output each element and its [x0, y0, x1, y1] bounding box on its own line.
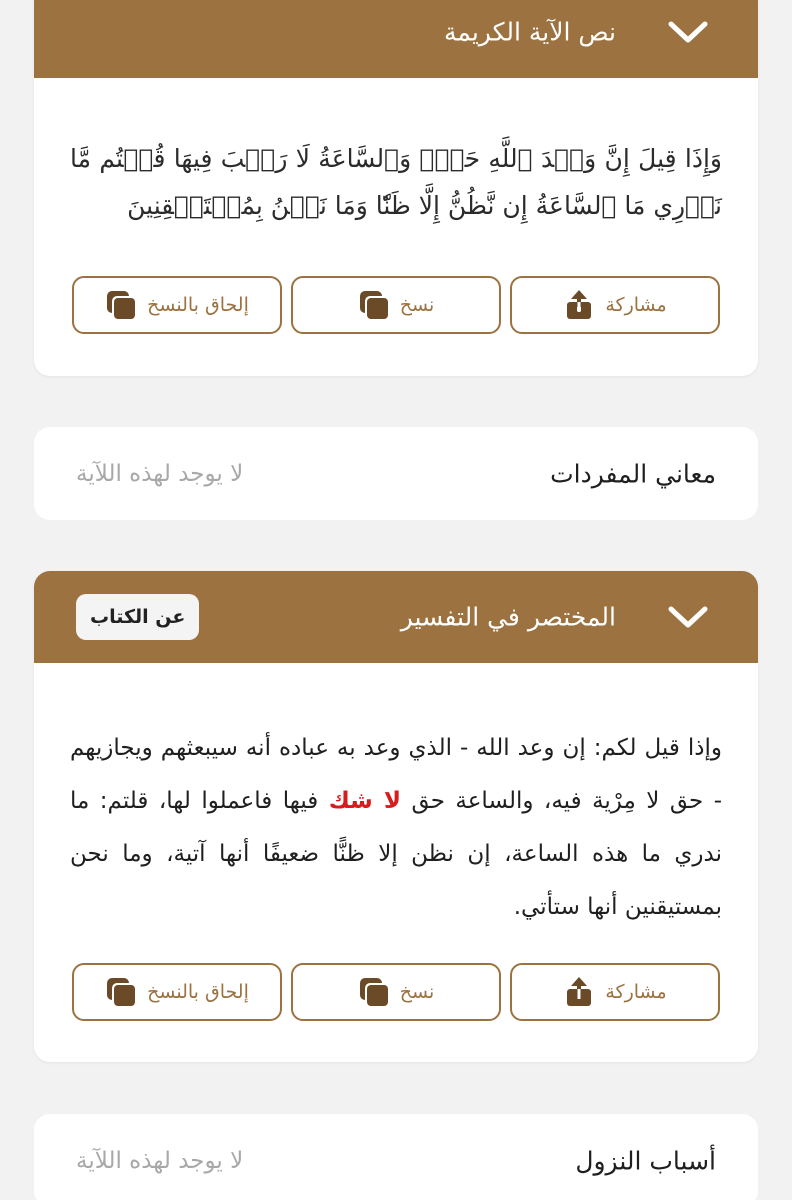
tafsir-card-header[interactable] [34, 571, 758, 663]
tafsir-actions [72, 963, 720, 1021]
tafsir-text [34, 722, 758, 934]
share-button[interactable] [510, 276, 720, 334]
share-button[interactable] [510, 963, 720, 1021]
copy-button[interactable] [291, 963, 501, 1021]
verse-card-title: نص الآية الكريمة [443, 17, 616, 47]
verse-actions [72, 276, 720, 334]
chevron-down-icon[interactable] [666, 18, 710, 46]
copy-icon [358, 289, 390, 321]
asbab-row[interactable] [34, 1114, 758, 1200]
chevron-down-icon[interactable] [666, 603, 710, 631]
tafsir-card-title: المختصر في التفسير [400, 602, 616, 632]
copy-label: نسخ [399, 294, 435, 316]
copy-button[interactable] [291, 276, 501, 334]
verse-card [34, 0, 758, 376]
append-copy-label: إلحاق بالنسخ [147, 294, 249, 316]
tafsir-card [34, 571, 758, 1062]
vocab-row-empty: لا يوجد لهذه اللآية [76, 460, 244, 487]
copy-icon [105, 976, 137, 1008]
tafsir-text-part1: وإذا قيل لكم: إن وعد الله - الذي وعد به عباده أنه سيبعثهم ويجازيهم - حق لا مِرْية فيه، والساعة حق [70, 735, 723, 814]
copy-icon [105, 289, 137, 321]
append-copy-button[interactable] [72, 963, 282, 1021]
verse-text: وَإِذَا قِيلَ إِنَّ وَعۡدَ ٱللَّهِ حَقّٞ وَٱلسَّاعَةُ لَا رَيۡبَ فِيهَا قُلۡتُم مَّا نَدۡرِي مَا ٱلسَّاعَةُ إِن نَّظُنُّ إِلَّا ظَنّٗا وَمَا نَحۡنُ بِمُسۡتَيۡقِنِينَ [70, 144, 722, 220]
share-icon [563, 289, 595, 321]
copy-icon [358, 976, 390, 1008]
verse-card-header[interactable] [34, 0, 758, 78]
about-book-button[interactable]: عن الكتاب [76, 594, 199, 640]
copy-label: نسخ [399, 981, 435, 1003]
share-label: مشاركة [605, 981, 667, 1003]
asbab-row-title: أسباب النزول [575, 1146, 716, 1175]
append-copy-label: إلحاق بالنسخ [147, 981, 249, 1003]
asbab-row-empty: لا يوجد لهذه اللآية [76, 1147, 244, 1174]
vocab-row-title: معاني المفردات [550, 459, 716, 488]
tafsir-text-part2: فيها فاعملوا لها، قلتم: ما ندري ما هذه الساعة، إن نظن إلا ظنًّا ضعيفًا أنها آتية، وما نحن بمستيقنين أنها ستأتي. [70, 788, 722, 920]
share-label: مشاركة [605, 294, 667, 316]
vocab-row[interactable] [34, 427, 758, 520]
append-copy-button[interactable] [72, 276, 282, 334]
tafsir-highlight: لا شك [328, 788, 402, 814]
share-icon [563, 976, 595, 1008]
